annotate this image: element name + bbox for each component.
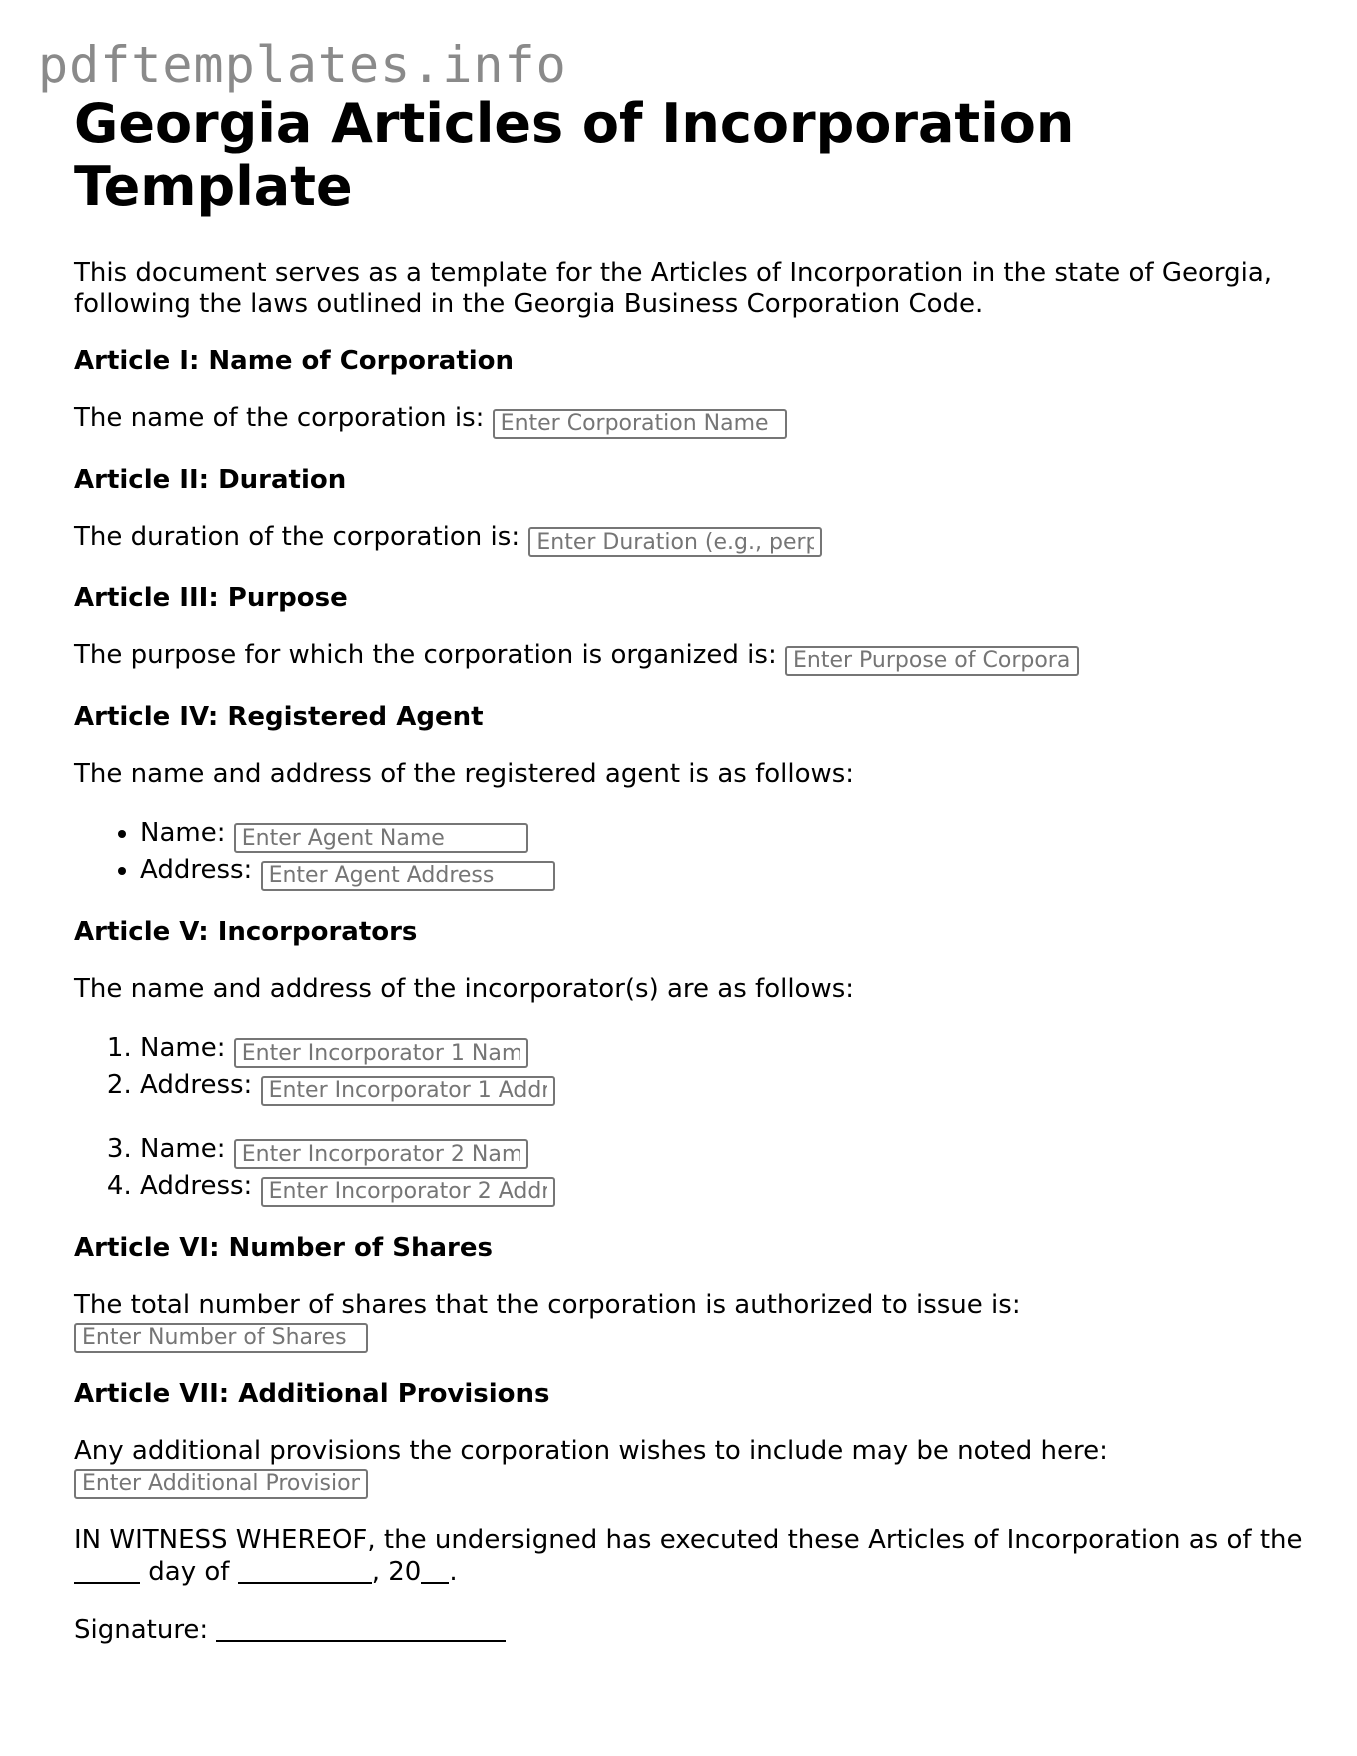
- agent-address-label: Address:: [140, 855, 253, 885]
- list-item: [140, 1068, 1304, 1106]
- article-4-text: The name and address of the registered agent is as follows:: [74, 758, 855, 789]
- article-1-heading: Article I: Name of Corporation: [74, 346, 515, 376]
- signature-label: Signature:: [74, 1614, 209, 1645]
- page-title: Georgia Articles of Incorporation Template: [74, 92, 1075, 218]
- number-of-shares-input[interactable]: [74, 1323, 368, 1353]
- incorporator-1-name-input[interactable]: [234, 1038, 528, 1068]
- incorporator-2-address-label: Address:: [140, 1171, 253, 1201]
- additional-provisions-input[interactable]: [74, 1469, 368, 1499]
- witness-clause: [74, 1525, 1304, 1588]
- article-6-line: [74, 1290, 1304, 1353]
- article-3-line: [74, 640, 1304, 676]
- article-7-heading: Article VII: Additional Provisions: [74, 1378, 550, 1409]
- agent-address-input[interactable]: [261, 861, 555, 891]
- article-2-text: The duration of the corporation is:: [74, 521, 521, 552]
- month-blank: [238, 1556, 372, 1584]
- witness-text-1: IN WITNESS WHEREOF, the undersigned has executed these Articles of Incorporation as of the: [74, 1524, 1303, 1555]
- witness-text-2: day of: [148, 1556, 230, 1587]
- article-1-text: The name of the corporation is:: [74, 403, 485, 433]
- article-1-line: [74, 403, 1304, 439]
- article-3-text: The purpose for which the corporation is organized is:: [74, 640, 777, 670]
- registered-agent-list: [74, 816, 1304, 891]
- article-2-heading: Article II: Duration: [74, 464, 347, 495]
- agent-name-input[interactable]: [234, 823, 528, 853]
- day-blank: [74, 1556, 140, 1584]
- article-7-line: [74, 1436, 1304, 1499]
- article-5-text: The name and address of the incorporator(s) are as follows:: [74, 973, 855, 1004]
- article-3-heading: Article III: Purpose: [74, 583, 348, 613]
- witness-text-4: .: [449, 1556, 458, 1587]
- incorporator-1-name-label: Name:: [140, 1032, 226, 1063]
- list-item: [140, 1132, 1304, 1170]
- article-2-line: [74, 522, 1304, 558]
- article-4-heading: Article IV: Registered Agent: [74, 701, 484, 732]
- list-item: [140, 1031, 1304, 1069]
- incorporator-1-address-label: Address:: [140, 1070, 253, 1100]
- list-item: [140, 816, 1304, 854]
- list-item: [140, 853, 1304, 891]
- article-6-text: The total number of shares that the corporation is authorized to issue is:: [74, 1289, 1021, 1320]
- watermark: pdftemplates.info: [38, 36, 567, 94]
- article-7-text: Any additional provisions the corporation wishes to include may be noted here:: [74, 1435, 1108, 1466]
- purpose-input[interactable]: [785, 646, 1079, 676]
- incorporator-2-address-input[interactable]: [261, 1177, 555, 1207]
- incorporator-2-name-label: Name:: [140, 1133, 226, 1164]
- duration-input[interactable]: [528, 527, 822, 557]
- incorporator-2-list: [74, 1132, 1304, 1207]
- article-5-heading: Article V: Incorporators: [74, 916, 418, 947]
- year-blank: [421, 1556, 449, 1584]
- incorporator-1-address-input[interactable]: [261, 1076, 555, 1106]
- witness-text-3: , 20: [371, 1556, 422, 1587]
- agent-name-label: Name:: [140, 817, 226, 848]
- signature-line: [74, 1614, 1304, 1646]
- corporation-name-input[interactable]: [493, 409, 787, 439]
- signature-blank: [216, 1614, 506, 1642]
- incorporator-1-list: [74, 1031, 1304, 1106]
- document-body: [74, 92, 1304, 1646]
- incorporator-2-name-input[interactable]: [234, 1139, 528, 1169]
- article-6-heading: Article VI: Number of Shares: [74, 1232, 493, 1263]
- list-item: [140, 1169, 1304, 1207]
- intro-paragraph: This document serves as a template for the Articles of Incorporation in the state of Georgia, following the laws outlined in the Georgia Business Corporation Code.: [74, 258, 1273, 319]
